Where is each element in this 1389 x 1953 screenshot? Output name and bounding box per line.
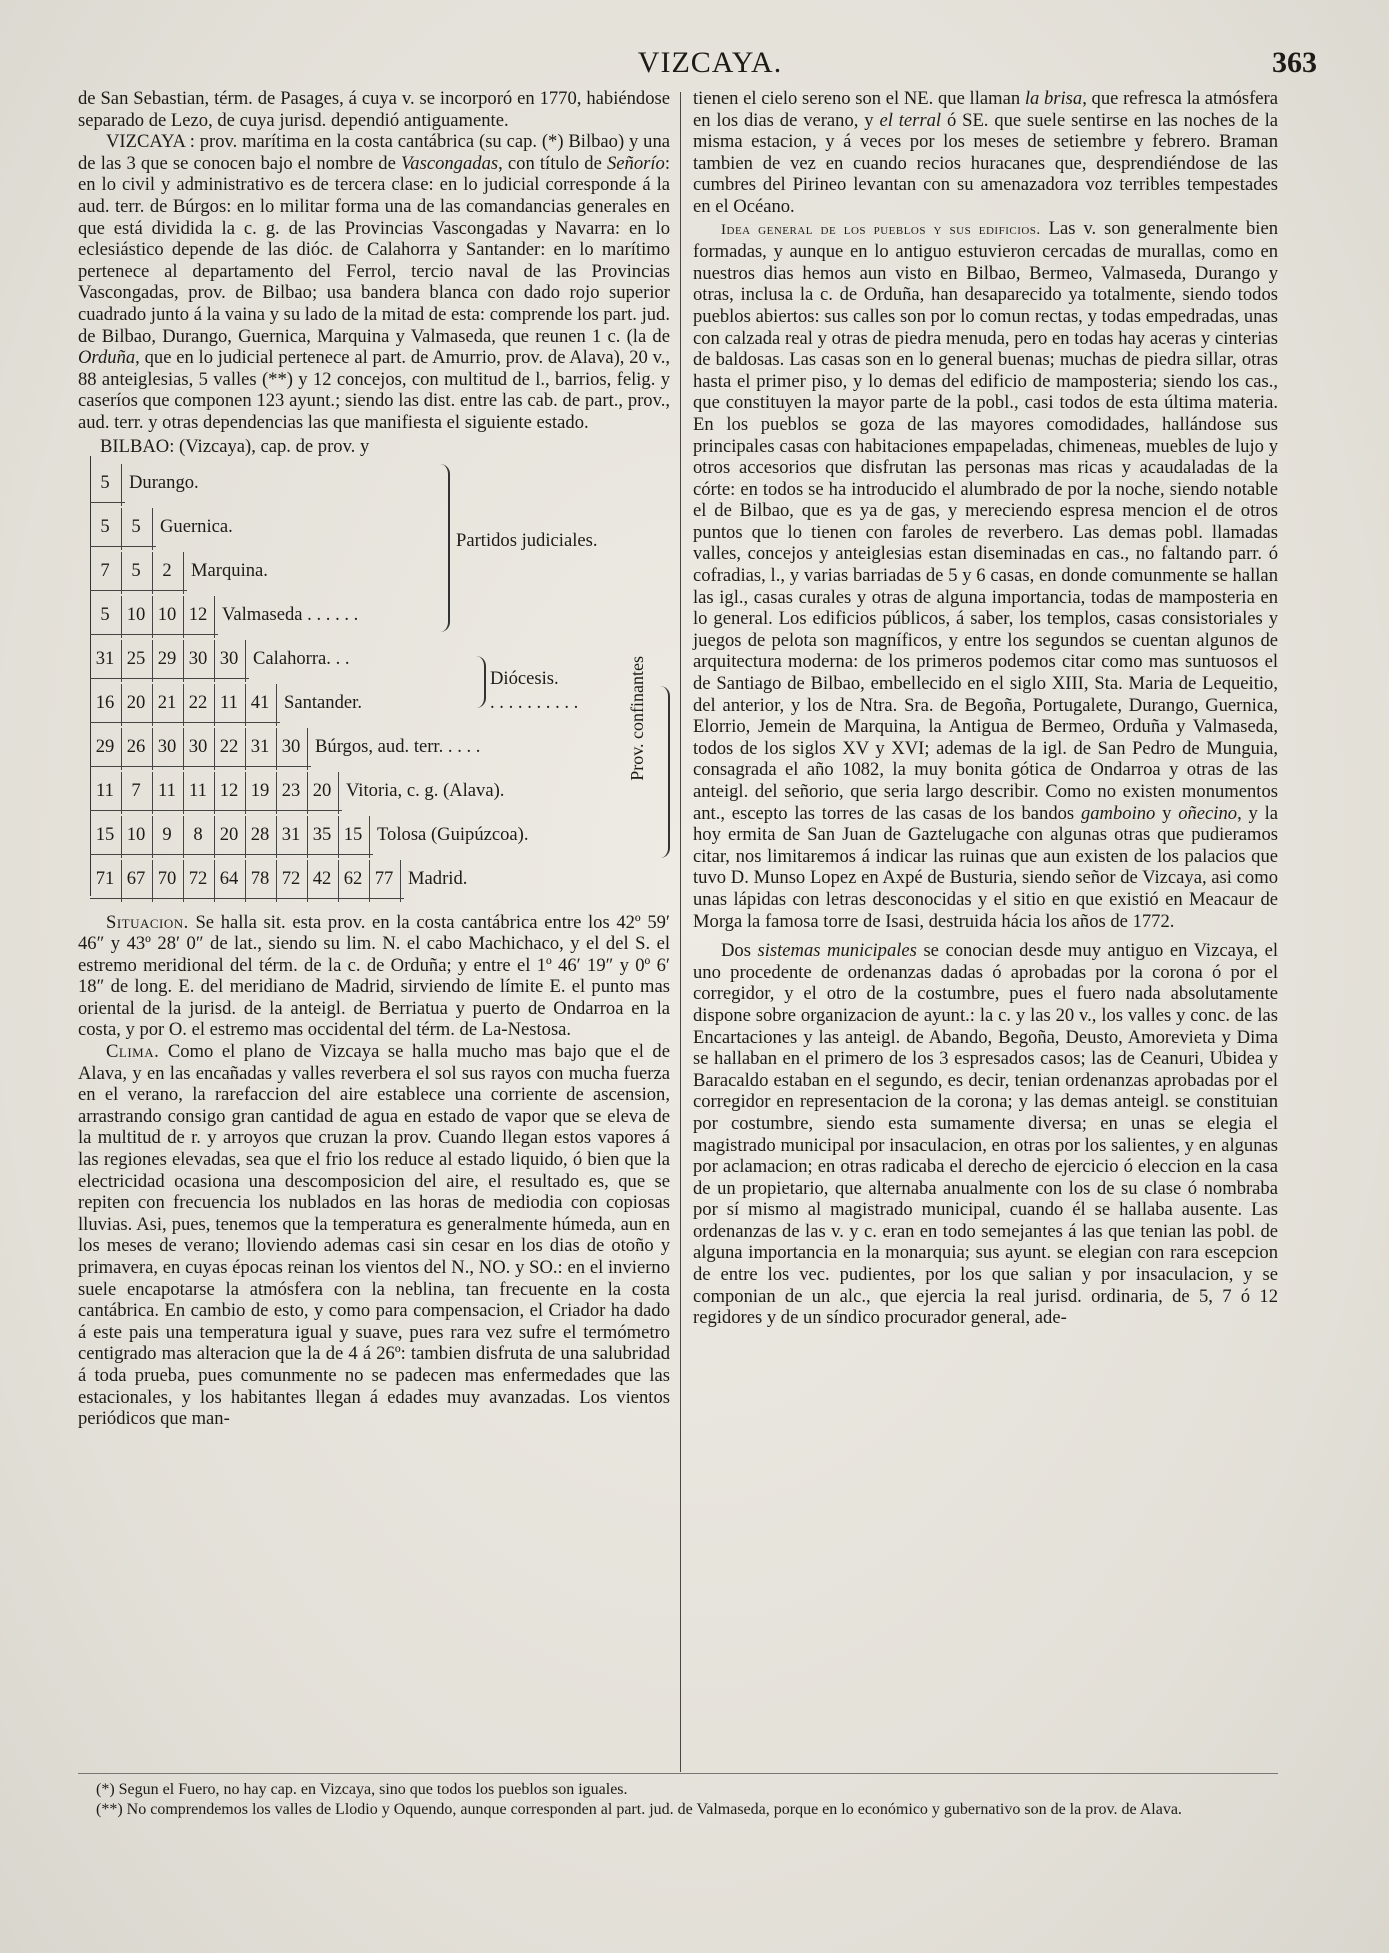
table-cell: 11 xyxy=(158,779,176,801)
table-cell: 30 xyxy=(219,647,239,669)
table-cell: 10 xyxy=(126,603,146,625)
table-cell-rule xyxy=(121,464,122,506)
table-cell: 41 xyxy=(250,691,270,713)
paragraph-vizcaya-intro xyxy=(78,131,670,433)
table-cell: 72 xyxy=(188,867,208,889)
table-cell-rule xyxy=(152,508,153,550)
table-cell-rule xyxy=(245,640,246,682)
footnote-2: (**) No comprendemos los valles de Llodio y Oquendo, aunque corresponden al part. jud. de Valmaseda, porque en lo económico y gubernativo son de la prov. de Alava. xyxy=(96,1801,1182,1818)
table-cell: 8 xyxy=(193,823,203,845)
text-run: ó SE. que suele sentirse en las noches de la misma estacion, y á veces por los meses de setiembre y febrero. Braman tambien de vez en cuando recios huracanes que, desprendiéndose de las cumbres del Pirineo levantan con su amenazadora voz terribles tempestades en el Océano. xyxy=(693,109,1278,217)
left-column xyxy=(78,88,670,1430)
table-cell: 7 xyxy=(131,779,141,801)
italic-run: la brisa xyxy=(1024,88,1083,109)
table-cell: 29 xyxy=(95,735,115,757)
table-row-rule xyxy=(90,810,342,811)
page-number: 363 xyxy=(1272,46,1317,79)
table-cell: 5 xyxy=(131,515,141,537)
running-header: VIZCAYA. xyxy=(637,46,783,79)
table-cell: 21 xyxy=(157,691,177,713)
table-cell: 77 xyxy=(374,867,394,889)
table-cell: 42 xyxy=(312,867,332,889)
table-row-label: Marquina. xyxy=(191,559,268,581)
table-cell: 20 xyxy=(126,691,146,713)
section-heading-clima: Clima. xyxy=(106,1041,160,1063)
text-run: Dos xyxy=(721,940,758,962)
table-row-rule xyxy=(90,722,280,723)
table-cell: 15 xyxy=(343,823,363,845)
table-cell: 12 xyxy=(219,779,239,801)
table-cell: 9 xyxy=(162,823,172,845)
table-cell: 29 xyxy=(157,647,177,669)
table-row-label: Durango. xyxy=(129,471,199,493)
table-row-label: Valmaseda . . . . . . xyxy=(222,603,359,625)
text-run: , con título de xyxy=(498,152,607,174)
table-row-label: Madrid. xyxy=(408,867,468,889)
table-row-rule xyxy=(90,766,311,767)
italic-run: Orduña xyxy=(78,347,136,369)
text-run: tienen el cielo sereno son el NE. que llaman xyxy=(693,88,1025,109)
text-run: , que en lo judicial pertenece al part. de Amurrio, prov. de Alava), 20 v., 88 anteiglesias, 5 valles (**) y 12 concejos, con multitud de l., barrios, felig. y caseríos que componen 123 ayunt.; siendo las dist. entre las cab. de part., prov., aud. terr. y otras dependencias las que manifiesta el siguiente estado. xyxy=(78,347,670,433)
footnotes xyxy=(78,1780,1278,1820)
table-row-rule xyxy=(90,502,125,503)
text-run: : en lo civil y administrativo es de tercera clase: en lo judicial corresponde á la aud. terr. de Búrgos: en lo militar forma una de las comandancias generales en que está dividida la c. g. de las Provincias Vascongadas y Navarra: en lo eclesiástico depende de las dióc. de Calahorra y Santander: en lo marítimo pertenece al departamento del Ferrol, tercio naval de las Provincias Vascongadas, prov. de Bilbao; usa bandera blanca con dado rojo superior cuadrado junto á la vaina y su lado de la mitad de esta: comprende los part. jud. de Bilbao, Durango, Guernica, Marquina y Valmaseda, que reunen 1 c. (la de xyxy=(78,152,670,347)
table-cell: 30 xyxy=(188,735,208,757)
table-cell: 22 xyxy=(188,691,208,713)
table-row-rule xyxy=(90,898,404,899)
table-cell: 16 xyxy=(95,691,115,713)
table-cell-rule xyxy=(400,860,401,902)
table-row-label: Tolosa (Guipúzcoa). xyxy=(377,823,529,845)
right-column xyxy=(693,88,1278,1329)
italic-run: Señorío xyxy=(606,152,665,174)
table-cell: 30 xyxy=(281,735,301,757)
paragraph-idea-general xyxy=(693,218,1278,933)
italic-run: el terral xyxy=(879,109,942,131)
table-row-rule xyxy=(90,854,373,855)
text-run: y xyxy=(1155,802,1179,824)
table-cell-rule xyxy=(307,728,308,770)
table-cell: 11 xyxy=(96,779,114,801)
section-heading-idea: Idea general de los pueblos y sus edificios. xyxy=(721,221,1041,238)
table-cell-rule xyxy=(338,772,339,814)
table-row-rule xyxy=(90,634,218,635)
italic-run: sistemas municipales xyxy=(757,940,917,962)
group-label-diocesis: Diócesis. xyxy=(490,667,559,689)
table-cell: 2 xyxy=(162,559,172,581)
table-cell: 7 xyxy=(100,559,110,581)
paragraph-san-sebastian: de San Sebastian, térm. de Pasages, á cuya v. se incorporó en 1770, habiéndose separado de Lezo, de cuya jurisd. dependió antiguamente. xyxy=(78,88,670,131)
table-cell: 11 xyxy=(189,779,207,801)
table-cell: 30 xyxy=(157,735,177,757)
table-cell: 30 xyxy=(188,647,208,669)
text-run: Como el plano de Vizcaya se halla mucho mas bajo que el de Alava, y en las encañadas y valles reverbera el sol sus rayos con mucha fuerza en el verano, la rarefaccion del aire establece una corriente de ascension, arrastrando consigo gran cantidad de agua en estado de vapor que se eleva de la multitud de r. y arroyos que cruzan la prov. Cuando llegan estos vapores á las regiones elevadas, sea que el frio los reduce al estado liquido, ó bien que la electricidad ocasiona una descomposicion del aire, el resultado es, que se repiten con frecuencia los nublados en las horas de mediodia con copiosas lluvias. Asi, pues, tenemos que la temperatura es generalmente húmeda, aun en los meses de verano; lloviendo ademas casi sin cesar en los dias de otoño y primavera, en cuyas épocas reinan los vientos del N., NO. y SO.: en el invierno suele encapotarse la atmósfera con la neblina, tan frecuente en la costa cantábrica. En cambio de esto, y como para compensacion, el Criador ha dado á este pais una temperatura igual y suave, pues rara vez sufre el termómetro centigrado mas alteracion que la de 4 á 26º: tambien disfruta de una salubridad á toda prueba, pues comunmente no se padecen mas enfermedades que las estacionales, y los habitantes llegan á edades muy avanzadas. Los vientos periódicos que man- xyxy=(78,1041,670,1430)
distance-table: BILBAO: (Vizcaya), cap. de prov. y 5 Durango. 5 5 Guernica. 7 5 2 Marquina. 5 10 10 12 Valmaseda . . . . . . 31 25 29 30 30 Calahorra. . . 16 20 21 22 11 41 Santander. 29 26 30 30 22 31 30 Búrgos, aud. terr. . . . . 11 7 11 11 12 19 23 20 Vitoria, c. g. (Alava). 15 10 9 8 20 28 31 35 15 Tolosa (Guipúzcoa). 71 67 70 72 64 78 72 42 62 77 Madrid. Partidos judiciales. Diócesis. . . . . . . . . . . Prov. confinantes xyxy=(78,436,670,906)
table-row-label: Calahorra. . . xyxy=(253,647,350,669)
table-row-rule xyxy=(90,546,156,547)
table-cell: 15 xyxy=(95,823,115,845)
table-cell: 62 xyxy=(343,867,363,889)
text-run: , y la hoy ermita de San Juan de Gaztelugache con algunas otras que pudieramos citar, nos limitaremos á indicar las ruinas que aun existen de los palacios que tuvo D. Munso Lopez en Axpé de Busturia, siendo señor de Vizcaya, asi como unas lápidas con letras desconocidas y el sitio en que existió en Meacaur de Morga la famosa torre de Isasi, destruida hácia los años de 1772. xyxy=(693,802,1278,932)
table-cell: 22 xyxy=(219,735,239,757)
table-row-label: Búrgos, aud. terr. . . . . xyxy=(315,735,481,757)
table-cell: 5 xyxy=(100,471,110,493)
table-cell: 10 xyxy=(126,823,146,845)
table-cell: 35 xyxy=(312,823,332,845)
table-cell: 31 xyxy=(281,823,301,845)
brace-provincias xyxy=(660,686,670,858)
table-cell: 5 xyxy=(100,515,110,537)
column-divider xyxy=(680,92,681,1772)
table-cell-rule xyxy=(214,596,215,638)
table-cell-rule xyxy=(369,816,370,858)
table-lead: BILBAO: (Vizcaya), cap. de prov. y xyxy=(100,435,370,457)
text-run: , que refresca la atmósfera en los dias de verano, y xyxy=(693,88,1279,131)
brace-partidos xyxy=(440,464,450,632)
table-cell: 67 xyxy=(126,867,146,889)
footnote-1: (*) Segun el Fuero, no hay cap. en Vizcaya, sino que todos los pueblos son iguales. xyxy=(96,1781,628,1798)
paragraph-vientos xyxy=(693,88,1278,218)
table-cell: 26 xyxy=(126,735,146,757)
table-cell: 10 xyxy=(157,603,177,625)
table-cell: 25 xyxy=(126,647,146,669)
table-row-label: Vitoria, c. g. (Alava). xyxy=(346,779,505,801)
text-run: se conocian desde muy antiguo en Vizcaya, el uno procedente de ordenanzas dadas ó aprobadas por la corona ó por el corregidor, y el otro de la costumbre, pues el fuero nada absolutamente dispone sobre organizacion de ayunt.: la c. y las 20 v., los valles y conc. de las Encartaciones y las anteigl. de Abando, Begoña, Deusto, Amorevieta y Dima se hallaban en el primero de los 3 espresados casos; las de Ceanuri, Ubidea y Baracaldo estaban en el segundo, es decir, tenian ordenanzas aprobadas por el corregidor en representacion de la corona; y las demas anteigl. se constituian por costumbre, siendo esta sumamente diversa; en unas se elegia el magistrado municipal por insaculacion, en otras por los salientes, y en algunas por aclamacion; en otras radicaba el derecho de ejercicio ó eleccion en la casa de un propietario, que alternaba anualmente con los de su clase ó nombraba por sí mismo al magistrado municipal, cuando él se hallaba ausente. Las ordenanzas de las v. y c. eran en todo semejantes á las que tenian las pobl. de alguna importancia en la monarquia; sus ayunt. se elegian con rara escepcion de entre los vec. pudientes, por los que salian y por insaculacion, y se componian de un alc., que ejercia la real jurisd. ordinaria, de 5, 7 ó 12 regidores y de un síndico procurador general, ade- xyxy=(693,940,1278,1329)
table-cell: 64 xyxy=(219,867,239,889)
table-cell: 28 xyxy=(250,823,270,845)
table-cell: 71 xyxy=(95,867,115,889)
table-cell: 20 xyxy=(312,779,332,801)
table-cell: 5 xyxy=(131,559,141,581)
table-cell: 20 xyxy=(219,823,239,845)
footnote-rule xyxy=(78,1773,1278,1774)
table-row-label: Guernica. xyxy=(160,515,233,537)
table-cell: 31 xyxy=(95,647,115,669)
group-label-partidos: Partidos judiciales. xyxy=(456,529,598,551)
italic-run: oñecino xyxy=(1178,802,1238,824)
table-cell: 12 xyxy=(188,603,208,625)
italic-run: gamboino xyxy=(1080,802,1156,824)
table-cell: 19 xyxy=(250,779,270,801)
text-run: Se halla sit. esta prov. en la costa cantábrica entre los 42º 59′ 46″ y 43º 28′ 0″ de lat., siendo su lim. N. el cabo Machichaco, y el del S. el estremo meridional del térm. de la c. de Orduña; y entre el 1º 46′ 19″ y 0º 6′ 18″ de long. E. del meridiano de Madrid, sirviendo de límite E. el punto mas oriental de la jurisd. de la anteigl. de Berriatua y puerto de Ondarroa en la costa, y por O. el estremo mas occidental del térm. de La-Nestosa. xyxy=(78,911,671,1041)
table-cell: 70 xyxy=(157,867,177,889)
table-cell-rule xyxy=(276,684,277,726)
table-cell: 5 xyxy=(100,603,110,625)
diocesis-leader-dots: . . . . . . . . . . xyxy=(490,691,579,713)
table-row-rule xyxy=(90,678,249,679)
brace-diocesis xyxy=(476,656,486,708)
table-cell-rule xyxy=(183,552,184,594)
table-row-label: Santander. xyxy=(284,691,362,713)
text-run: Las v. son generalmente bien formadas, y aunque en lo antiguo estuvieron cercadas de murallas, como en nuestros dias hemos aun visto en Bilbao, Bermeo, Valmaseda, Durango y otras, inclusa la c. de Orduña, han desaparecido ya totalmente, siendo todos pueblos abiertos: sus calles son por lo comun rectas, y todas empedradas, unas con calzada real y otras de piedra menuda, pero en todas hay aceras y cinterias de baldosas. Las casas son en lo general buenas; muchas de piedra sillar, otras hasta el primer piso, y lo demas del edificio de mamposteria; siendo los cas., que constituyen la mayor parte de la pobl., casi todos de esta última materia. En los pueblos se goza de las mayores comodidades, hallándose sus principales casas con habitaciones empapeladas, chimeneas, muebles de lujo y otros accesorios que disfrutan las personas mas ricas y acaudaladas de la córte: en todos se ha introducido el alumbrado de por la noche, siendo notable el de Bilbao, que es ya de gas, y mereciendo espresa mencion el de otros puntos que lo tienen con faroles de reverbero. Las demas pobl. llamadas valles, concejos y anteiglesias estan diseminadas en cas., no faltando parr. ó cofradias, l., y varias barriadas de 5 y 6 casas, en donde comunmente se hallan las igl., casas curales y otras de alguna importancia, todas de mamposteria en lo general. Los edificios públicos, á saber, los templos, casas consistoriales y juegos de pelota son magníficos, y entre los segundos se cuentan algunos de arquitectura moderna: de los primeros podemos citar como mas suntuosos el de Santiago de Bilbao, embellecido en el siglo XIII, Sta. Maria de Lequeitio, del anterior, y los de Ntra. Sra. de Begoña, Portugalete, Durango, Guernica, Elorrio, Jemein de Marquina, la Antigua de Bermeo, Orduña y Valmaseda, todos de los siglos XV y XVI; ademas de la igl. de San Pedro de Munguia, consagrada el año 1082, la muy bonita gótica de Ondarroa y otras de las anteigl. del señorio, que seria largo describir. Como no existen monumentos ant., escepto las torres de las casas de los bandos xyxy=(693,217,1279,824)
table-cell: 23 xyxy=(281,779,301,801)
italic-run: Vascongadas xyxy=(401,152,499,174)
paragraph-sistemas-municipales xyxy=(693,940,1278,1329)
table-cell: 78 xyxy=(250,867,270,889)
section-heading-situacion: Situacion. xyxy=(106,911,189,933)
text-run: VIZCAYA : prov. marítima en la costa cantábrica (su cap. (*) Bilbao) y una de las 3 que se conocen bajo el nombre de xyxy=(78,131,670,174)
table-cell: 31 xyxy=(250,735,270,757)
table-cell: 11 xyxy=(220,691,238,713)
table-row-rule xyxy=(90,590,187,591)
paragraph-situacion xyxy=(78,912,670,1042)
table-cell: 72 xyxy=(281,867,301,889)
paragraph-clima xyxy=(78,1041,670,1430)
